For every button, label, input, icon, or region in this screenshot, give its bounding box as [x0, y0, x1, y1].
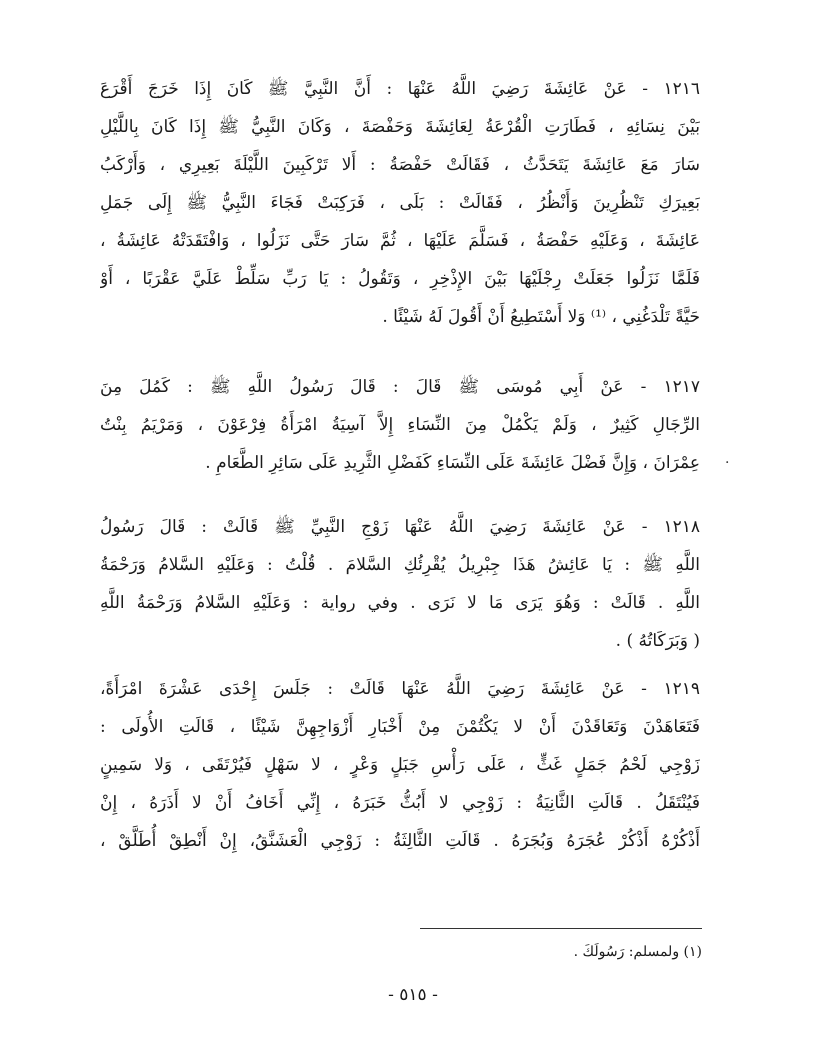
footnote: (١) ولمسلم: رَسُولَكَ .: [573, 944, 702, 960]
hadith-1216: [100, 70, 700, 336]
text-line: أَذْكُرْهُ أَذْكُرْ عُجَرَهُ وَبُجَرَهُ . قَالَتِ الثَّالِثَةُ : زَوْجِي الْعَشَنَّقُ، إِنْ أَنْطِقْ أُطَلَّقْ ،: [100, 831, 700, 851]
text-line: اللَّهِ . قَالَتْ : وَهُوَ يَرَى مَا لا نَرَى . وفي رواية : وَعَلَيْهِ السَّلامُ وَرَحْمَةُ اللَّهِ: [100, 593, 700, 613]
margin-dot: ·: [725, 455, 730, 471]
text-line: بَعِيرَكِ تَنْظُرِينَ وَأَنْظُرُ ، فَقَالَتْ : بَلَى ، فَرَكِبَتْ فَجَاءَ النَّبِيُّ ﷺ إِلَى جَمَلِ: [100, 193, 700, 213]
text-line: عِمْرَانَ ، وَإِنَّ فَضْلَ عَائِشَةَ عَلَى النِّسَاءِ كَفَضْلِ الثَّرِيدِ عَلَى سَائِرِ الطَّعَامِ .: [205, 453, 700, 473]
text-line: الرِّجَالِ كَثِيرٌ ، وَلَمْ يَكْمُلْ مِنَ النِّسَاءِ إِلاَّ آسِيَةُ امْرَأَةُ فِرْعَوْنَ ، وَمَرْيَمُ بِنْتُ: [100, 415, 700, 435]
text-line: زَوْجِي لَحْمُ جَمَلٍ غَثٍّ ، عَلَى رَأْسِ جَبَلٍ وَعْرٍ ، لا سَهْلٍ فَيُرْتَقَى ، وَلا سَمِينٍ: [100, 755, 700, 775]
text-line: ١٢١٨ - عَنْ عَائِشَةَ رَضِيَ اللَّهُ عَنْهَا زَوْجِ النَّبِيِّ ﷺ قَالَتْ : قَالَ رَسُولُ: [100, 517, 700, 537]
text-line: ( وَبَرَكَاتُهُ ) .: [615, 631, 700, 651]
text-line: ١٢١٧ - عَنْ أَبِي مُوسَى ﷺ قَالَ : قَالَ رَسُولُ اللَّهِ ﷺ : كَمُلَ مِنَ: [100, 377, 700, 397]
text-line: اللَّهِ ﷺ : يَا عَائِشُ هَذَا جِبْرِيلُ يُقْرِئُكِ السَّلامَ . قُلْتُ : وَعَلَيْهِ السَّلامُ وَرَحْمَةُ: [100, 555, 700, 575]
footnote-divider: [420, 928, 702, 929]
page-number: - ٥١٥ -: [388, 985, 438, 1005]
text-line: ١٢١٦ - عَنْ عَائِشَةَ رَضِيَ اللَّهُ عَنْهَا : أَنَّ النَّبِيَّ ﷺ كَانَ إِذَا خَرَجَ أَقْرَعَ: [100, 79, 700, 99]
text-line: عَائِشَةَ ، وَعَلَيْهِ حَفْصَةُ ، فَسَلَّمَ عَلَيْهَا ، ثُمَّ سَارَ حَتَّى نَزَلُوا ، وَافْتَقَدَتْهُ عَائِشَةُ ،: [100, 231, 700, 251]
text-line: سَارَ مَعَ عَائِشَةَ يَتَحَدَّثُ ، فَقَالَتْ حَفْصَةُ : أَلا تَرْكَبِينَ اللَّيْلَةَ بَعِيرِي ، وَأَرْكَبُ: [100, 155, 700, 175]
text-line: فَيُنْتَقَلُ . قَالَتِ الثَّانِيَةُ : زَوْجِي لا أَبُثُّ خَبَرَهُ ، إِنِّي أَخَافُ أَنْ لا أَذَرَهُ ، إِنْ: [100, 793, 700, 813]
text-line: ١٢١٩ - عَنْ عَائِشَةَ رَضِيَ اللَّهُ عَنْهَا قَالَتْ : جَلَسَ إِحْدَى عَشْرَةَ امْرَأَةً،: [100, 679, 700, 699]
hadith-1217: [100, 368, 700, 482]
text-line: حَيَّةً تَلْدَغُنِي ، ⁽¹⁾ وَلا أَسْتَطِيعُ أَنْ أَقُولَ لَهُ شَيْئًا .: [382, 307, 700, 327]
hadith-1219: [100, 670, 700, 860]
text-line: فَتَعَاهَدْنَ وَتَعَاقَدْنَ أَنْ لا يَكْتُمْنَ مِنْ أَخْبَارِ أَزْوَاجِهِنَّ شَيْئًا ، قَالَتِ الأُولَى :: [100, 717, 700, 737]
hadith-1218: [100, 508, 700, 660]
text-line: بَيْنَ نِسَائِهِ ، فَطَارَتِ الْقُرْعَةُ لِعَائِشَةَ وَحَفْصَةَ ، وَكَانَ النَّبِيُّ ﷺ إِذَا كَانَ بِاللَّيْلِ: [100, 117, 700, 137]
text-line: فَلَمَّا نَزَلُوا جَعَلَتْ رِجْلَيْهَا بَيْنَ الإِذْخِرِ ، وَتَقُولُ : يَا رَبِّ سَلِّطْ عَلَيَّ عَقْرَبًا ، أَوْ: [100, 269, 700, 289]
